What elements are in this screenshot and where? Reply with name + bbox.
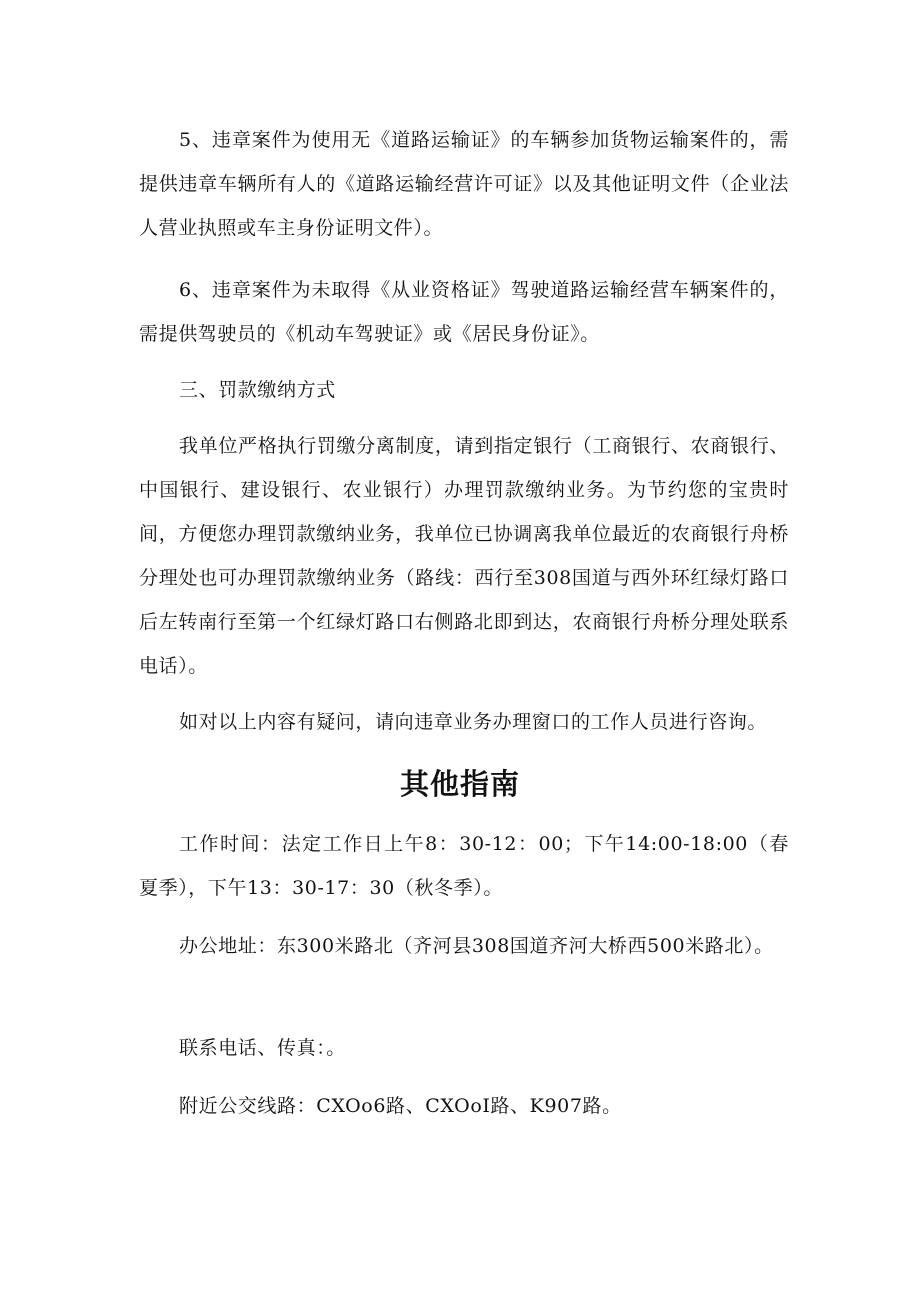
paragraph-contact-phone-fax: 联系电话、传真：。	[179, 1037, 346, 1059]
paragraph-fine-payment-details: 我单位严格执行罚缴分离制度，请到指定银行（工商银行、农商银行、中国银行、建设银行、农业银行）办理罚款缴纳业务。为节约您的宝贵时间，方便您办理罚款缴纳业务，我单位已协调离我单位最近的农商银行舟桥分理处也可办理罚款缴纳业务（路线：西行至308国道与西外环红绿灯路口后左转南行至第一个红绿灯路口右侧路北即到达，农商银行舟桥分理处联系电话）。	[139, 435, 789, 677]
paragraph-office-address: 办公地址：东300米路北（齐河县308国道齐河大桥西500米路北）。	[179, 935, 774, 957]
paragraph-item-5: 5、违章案件为使用无《道路运输证》的车辆参加货物运输案件的，需提供违章车辆所有人的《道路运输经营许可证》以及其他证明文件（企业法人营业执照或车主身份证明文件）。	[139, 129, 789, 239]
section-heading-fine-payment: 三、罚款缴纳方式	[179, 379, 336, 401]
paragraph-item-6: 6、违章案件为未取得《从业资格证》驾驶道路运输经营车辆案件的，需提供驾驶员的《机动车驾驶证》或《居民身份证》。	[139, 279, 789, 345]
paragraph-inquiry-note: 如对以上内容有疑问，请向违章业务办理窗口的工作人员进行咨询。	[179, 711, 768, 733]
paragraph-bus-routes: 附近公交线路：CXOo6路、CXOoI路、K907路。	[179, 1095, 622, 1117]
paragraph-working-hours: 工作时间：法定工作日上午8：30-12：00；下午14:00-18:00（春夏季），下午13：30-17：30（秋冬季）。	[139, 833, 789, 899]
section-title-other-guide: 其他指南	[399, 767, 520, 801]
